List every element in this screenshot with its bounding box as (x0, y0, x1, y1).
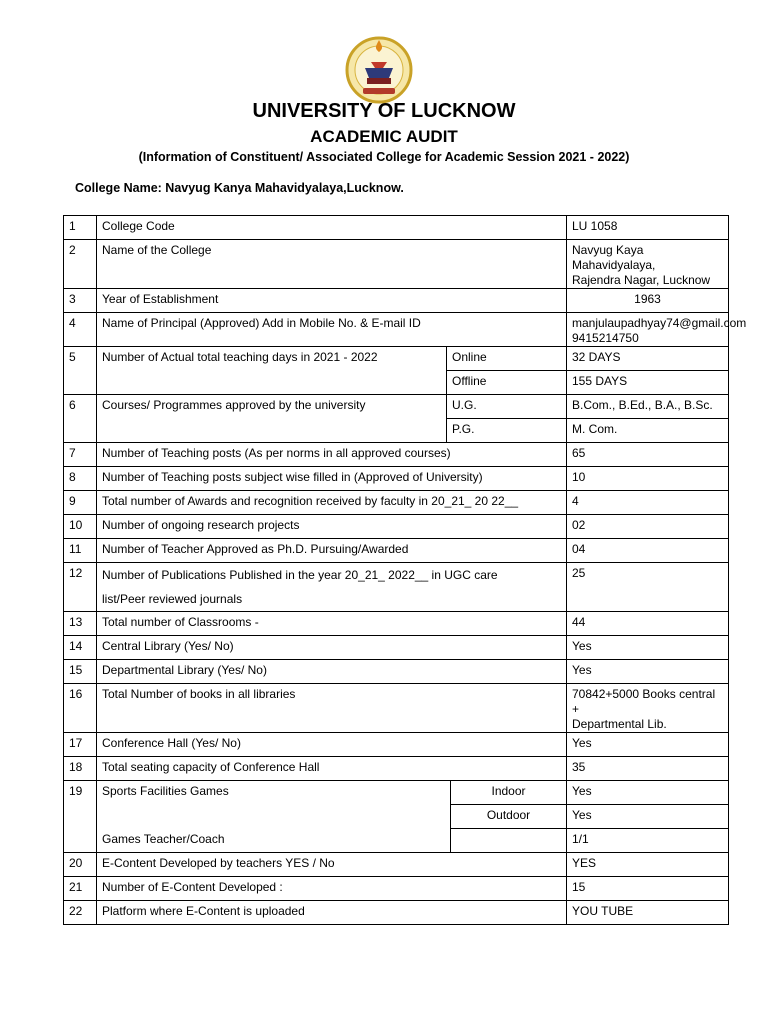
row-label: Courses/ Programmes approved by the university (97, 395, 447, 443)
table-row (64, 733, 729, 757)
table-row (64, 853, 729, 877)
row-label: Total seating capacity of Conference Hall (97, 757, 567, 781)
empty-cell (451, 829, 567, 853)
row-value: LU 1058 (567, 216, 729, 240)
row-label: Central Library (Yes/ No) (97, 636, 567, 660)
row-label: Total Number of books in all libraries (97, 684, 567, 733)
row-number: 21 (64, 877, 97, 901)
row-number: 15 (64, 660, 97, 684)
row-value: Yes (567, 781, 729, 805)
row-label: College Code (97, 216, 567, 240)
table-row (64, 563, 729, 612)
value-line: Departmental Lib. (572, 717, 667, 731)
row-number: 17 (64, 733, 97, 757)
row-label: E-Content Developed by teachers YES / No (97, 853, 567, 877)
row-number: 20 (64, 853, 97, 877)
table-row (64, 829, 729, 853)
row-label: Name of Principal (Approved) Add in Mobile No. & E-mail ID (97, 313, 567, 347)
row-number: 19 (64, 781, 97, 853)
row-label: Number of Teaching posts subject wise filled in (Approved of University) (97, 467, 567, 491)
row-number: 8 (64, 467, 97, 491)
row-value: Yes (567, 660, 729, 684)
row-value: B.Com., B.Ed., B.A., B.Sc. (567, 395, 729, 419)
row-label: Total number of Classrooms - (97, 612, 567, 636)
row-value: 1963 (567, 289, 729, 313)
table-row (64, 877, 729, 901)
row-label: Total number of Awards and recognition received by faculty in 20_21_ 20 22__ (97, 491, 567, 515)
row-value: 65 (567, 443, 729, 467)
row-sublabel: Indoor (451, 781, 567, 805)
row-value: Yes (567, 733, 729, 757)
table-row (64, 660, 729, 684)
row-sublabel: Offline (447, 371, 567, 395)
row-number: 7 (64, 443, 97, 467)
university-emblem (343, 32, 415, 104)
table-row (64, 467, 729, 491)
university-title: UNIVERSITY OF LUCKNOW (252, 100, 516, 122)
table-row (64, 781, 729, 805)
row-label: Number of Actual total teaching days in 2021 - 2022 (97, 347, 447, 395)
row-label: Conference Hall (Yes/ No) (97, 733, 567, 757)
row-number: 12 (64, 563, 97, 612)
table-row (64, 612, 729, 636)
table-row (64, 216, 729, 240)
row-label (97, 563, 567, 612)
row-value: 155 DAYS (567, 371, 729, 395)
row-value: 04 (567, 539, 729, 563)
row-number: 6 (64, 395, 97, 443)
table-row (64, 443, 729, 467)
row-value: Yes (567, 805, 729, 829)
audit-table (63, 215, 747, 925)
row-label: Number of E-Content Developed : (97, 877, 567, 901)
value-line: Rajendra Nagar, Lucknow (572, 273, 711, 287)
row-value: 15 (567, 877, 729, 901)
label-line: Number of Publications Published in the year 20_21_ 2022__ in UGC care (102, 568, 498, 582)
row-label: Departmental Library (Yes/ No) (97, 660, 567, 684)
row-value: 1/1 (567, 829, 729, 853)
row-number: 3 (64, 289, 97, 313)
table-row (64, 636, 729, 660)
row-label: Year of Establishment (97, 289, 567, 313)
table-row (64, 491, 729, 515)
table-row (64, 901, 729, 925)
row-label: Name of the College (97, 240, 567, 289)
table-row (64, 313, 729, 347)
row-number: 11 (64, 539, 97, 563)
table-row (64, 395, 729, 419)
row-value: YES (567, 853, 729, 877)
value-line: 9415214750 (572, 331, 639, 345)
college-name-line: College Name: Navyug Kanya Mahavidyalaya,Lucknow. (75, 181, 404, 195)
value-line: 70842+5000 Books central + (572, 687, 716, 716)
row-number: 5 (64, 347, 97, 395)
row-label: Number of ongoing research projects (97, 515, 567, 539)
row-label: Sports Facilities Games (97, 781, 451, 829)
audit-title: ACADEMIC AUDIT (310, 127, 458, 146)
row-value: 02 (567, 515, 729, 539)
row-label: Platform where E-Content is uploaded (97, 901, 567, 925)
row-number: 14 (64, 636, 97, 660)
table-row (64, 515, 729, 539)
row-value: YOU TUBE (567, 901, 729, 925)
row-number: 13 (64, 612, 97, 636)
row-number: 18 (64, 757, 97, 781)
row-number: 10 (64, 515, 97, 539)
label-line: list/Peer reviewed journals (102, 592, 243, 606)
row-number: 1 (64, 216, 97, 240)
row-number: 22 (64, 901, 97, 925)
row-sublabel: U.G. (447, 395, 567, 419)
row-value (567, 684, 729, 733)
row-value: 32 DAYS (567, 347, 729, 371)
row-sublabel: Outdoor (451, 805, 567, 829)
table-row (64, 539, 729, 563)
row-label: Number of Teacher Approved as Ph.D. Pursuing/Awarded (97, 539, 567, 563)
row-value: 10 (567, 467, 729, 491)
table-row (64, 347, 729, 371)
row-value: 44 (567, 612, 729, 636)
row-value (567, 313, 747, 347)
row-value: 4 (567, 491, 729, 515)
table-row (64, 240, 729, 289)
table-row (64, 757, 729, 781)
row-value (567, 240, 729, 289)
table-row (64, 684, 729, 733)
row-value: Yes (567, 636, 729, 660)
row-number: 2 (64, 240, 97, 289)
row-value: M. Com. (567, 419, 729, 443)
row-number: 16 (64, 684, 97, 733)
audit-subtitle: (Information of Constituent/ Associated College for Academic Session 2021 - 2022) (138, 150, 630, 164)
table-row (64, 289, 729, 313)
row-number: 9 (64, 491, 97, 515)
row-sublabel: P.G. (447, 419, 567, 443)
value-line: Navyug Kaya Mahavidyalaya, (572, 243, 656, 272)
row-value: 35 (567, 757, 729, 781)
row-label: Number of Teaching posts (As per norms in all approved courses) (97, 443, 567, 467)
row-number: 4 (64, 313, 97, 347)
row-value: 25 (567, 563, 729, 612)
value-line: manjulaupadhyay74@gmail.com (572, 316, 747, 330)
row-sublabel: Online (447, 347, 567, 371)
row-label: Games Teacher/Coach (97, 829, 451, 853)
